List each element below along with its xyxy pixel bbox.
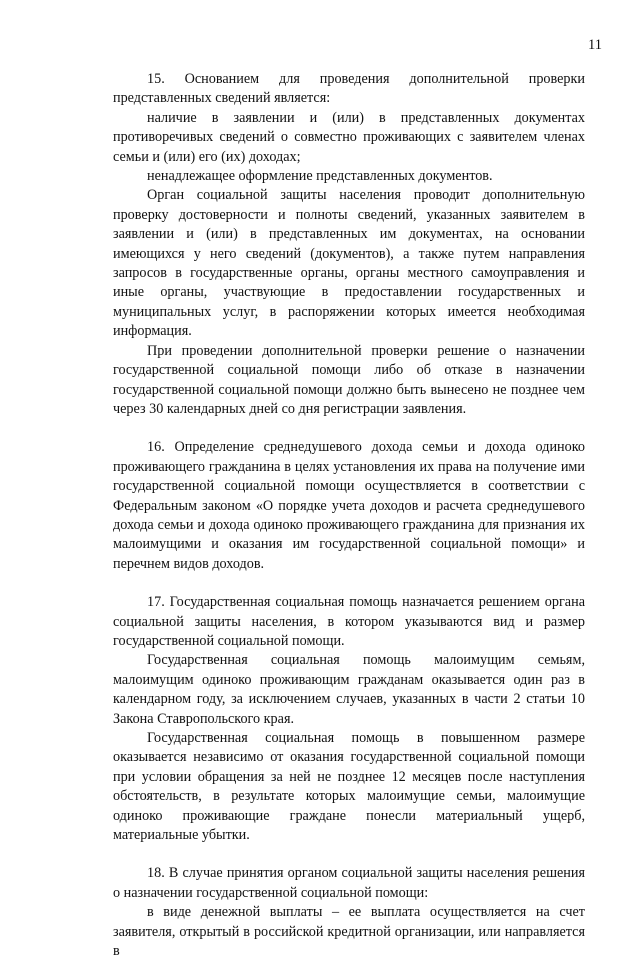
paragraph-17-once-per-year: Государственная социальная помощь малоимущим семьям, малоимущим одиноко проживающим гражданам оказывается один раз в календарном году, за исключением случаев, указанных в части 2 статьи 10 Закона Ставропольского края. (113, 652, 585, 727)
paragraph-15-item-1: наличие в заявлении и (или) в представленных документах противоречивых сведений о совместно проживающих с заявителем членах семьи и (или) его (их) доходах; (113, 109, 585, 165)
paragraph-15-item-2: ненадлежащее оформление представленных документов. (147, 168, 493, 185)
paragraph-15-verification: Орган социальной защиты населения проводит дополнительную проверку достоверности и полноты сведений, указанных заявителем в заявлении и (или) в представленных им документах, на основании имеющихся у него сведений (документов), а также путем направления запросов в государственные органы, органы местного самоуправления и иные органы, участвующие в предоставлении государственных и муниципальных услуг, в распоряжении которых имеется необходимая информация. (113, 187, 585, 340)
document-body (113, 70, 585, 961)
paragraph-16: 16. Определение среднедушевого дохода семьи и дохода одиноко проживающего гражданина в целях установления их права на получение ими государственной социальной помощи осуществляется в соответствии с Федеральным законом «О порядке учета доходов и расчета среднедушевого дохода семьи и дохода одиноко проживающего гражданина для признания их малоимущими и оказания им государственной социальной помощи» и перечнем видов доходов. (113, 439, 585, 572)
paragraph-18-intro: 18. В случае принятия органом социальной защиты населения решения о назначении государственной социальной помощи: (113, 865, 585, 901)
paragraph-15-deadline: При проведении дополнительной проверки решение о назначении государственной социальной помощи либо об отказе в назначении государственной социальной помощи должно быть вынесено не позднее чем через 30 календарных дней со дня регистрации заявления. (113, 342, 585, 417)
paragraph-17-intro: 17. Государственная социальная помощь назначается решением органа социальной защиты населения, в котором указываются вид и размер государственной социальной помощи. (113, 594, 585, 649)
paragraph-18-cash-payment: в виде денежной выплаты – ее выплата осуществляется на счет заявителя, открытый в российской кредитной организации, или направляется в (113, 904, 585, 960)
paragraph-15-intro: 15. Основанием для проведения дополнительной проверки представленных сведений является: (113, 71, 585, 107)
page-number: 11 (588, 37, 602, 53)
paragraph-17-increased-amount: Государственная социальная помощь в повышенном размере оказывается независимо от оказания государственной социальной помощи при условии обращения за ней не позднее 12 месяцев после наступления обстоятельств, в результате которых малоимущие семьи, малоимущие одиноко проживающие граждане понесли материальный ущерб, материальные убытки. (113, 730, 585, 844)
